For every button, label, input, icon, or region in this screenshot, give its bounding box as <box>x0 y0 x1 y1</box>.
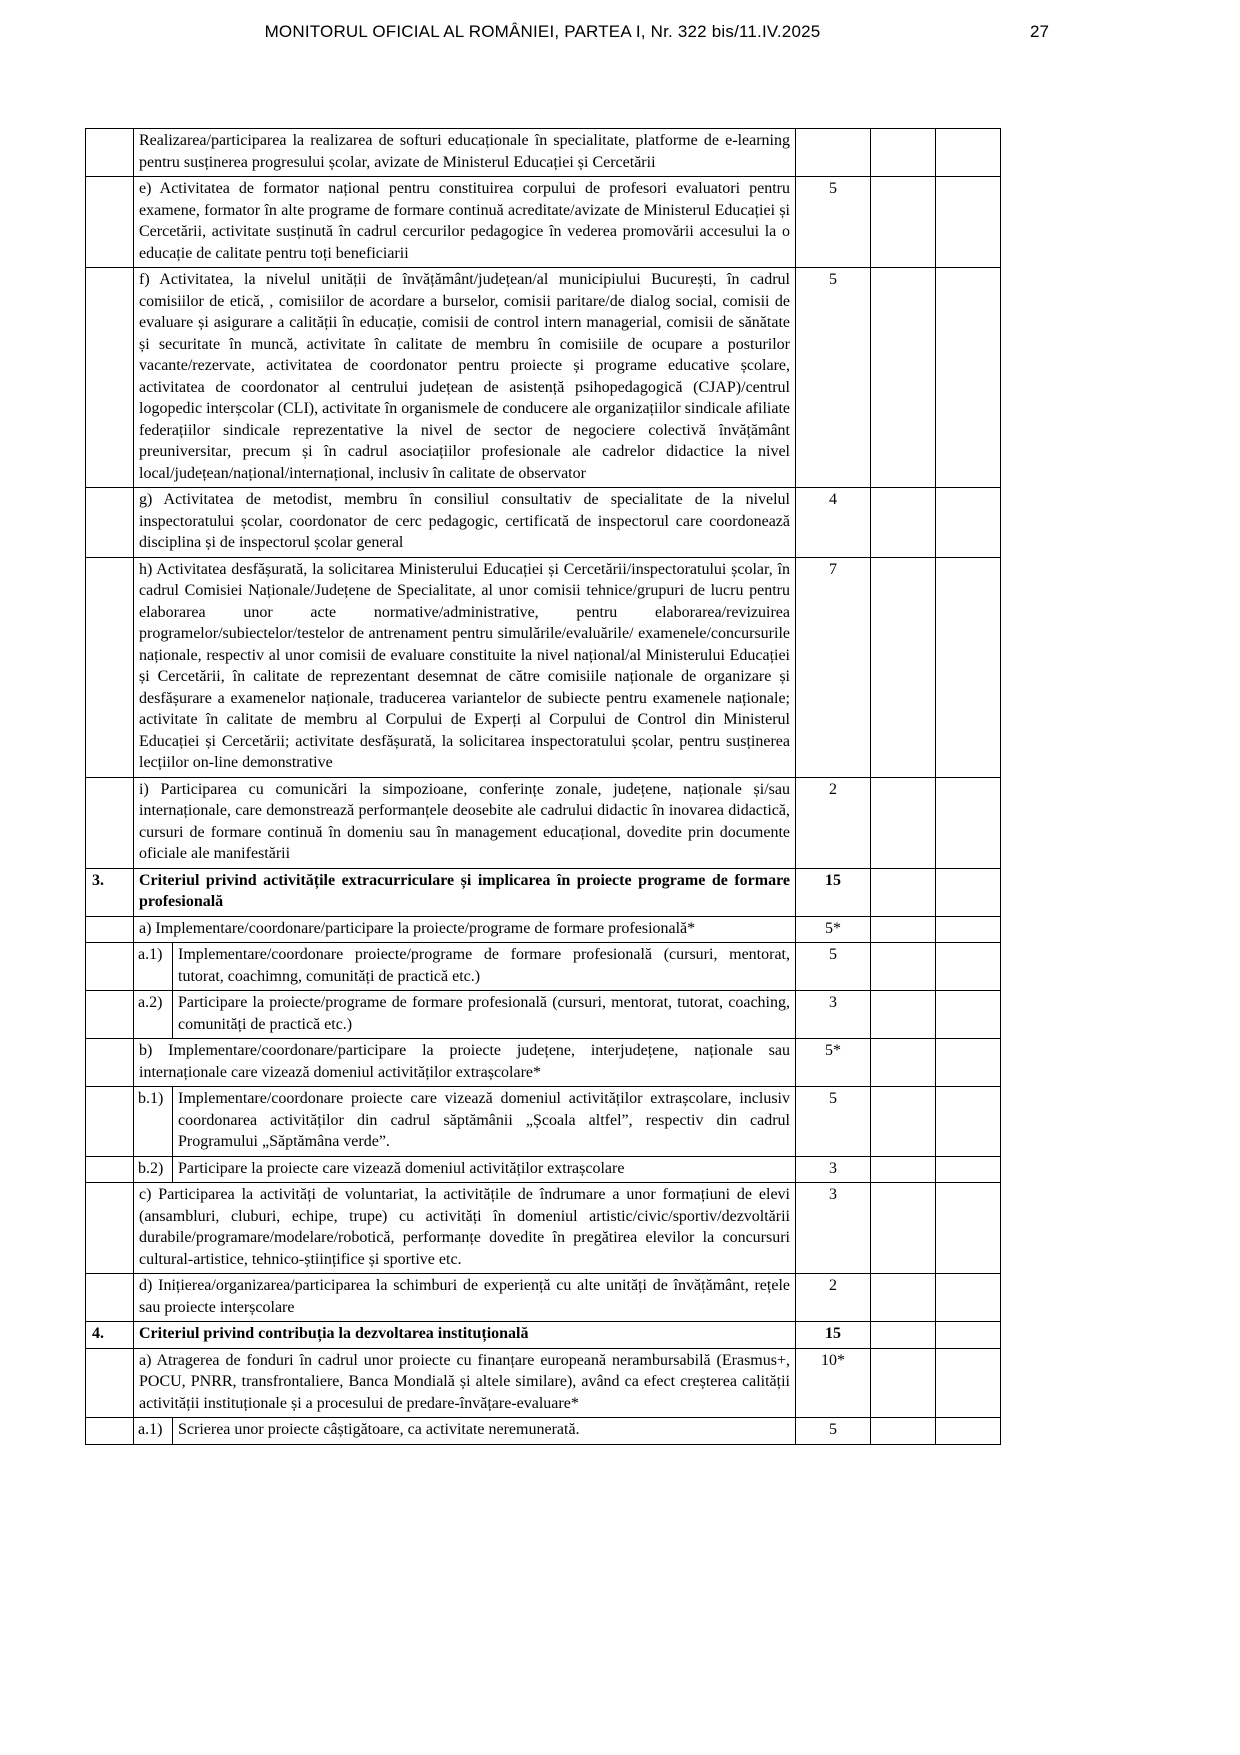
row-empty-cell <box>871 777 936 868</box>
row-points-cell: 5* <box>796 1039 871 1087</box>
row-number-cell <box>86 557 134 777</box>
row-text-cell: g) Activitatea de metodist, membru în consiliul consultativ de specialitate de la nivelul inspectoratului școlar, coordonator de cerc pedagogic, certificată de inspectorul care coordonează disciplina și de inspectorul școlar general <box>134 488 796 558</box>
row-empty-cell <box>871 129 936 177</box>
row-text-cell: Implementare/coordonare proiecte care vizează domeniul activităților extrașcolare, inclusiv coordonarea activităților din cadrul săptămânii „Școala altfel”, respectiv din cadrul Programului „Săptămâna verde”. <box>173 1087 796 1157</box>
row-points-cell: 15 <box>796 1322 871 1349</box>
row-empty-cell <box>871 488 936 558</box>
row-text-cell: Participare la proiecte/programe de formare profesională (cursuri, mentorat, tutorat, coaching, comunități de practică etc.) <box>173 991 796 1039</box>
row-empty-cell <box>936 1348 1001 1418</box>
row-sublabel-cell: a.1) <box>134 1418 173 1445</box>
table-row <box>86 1348 1001 1418</box>
row-empty-cell <box>871 268 936 488</box>
row-empty-cell <box>936 1274 1001 1322</box>
row-points-cell <box>796 129 871 177</box>
page-number: 27 <box>1030 22 1049 41</box>
row-empty-cell <box>871 916 936 943</box>
row-number-cell <box>86 1156 134 1183</box>
table-row <box>86 777 1001 868</box>
row-number-cell <box>86 1039 134 1087</box>
row-number-cell <box>86 1183 134 1274</box>
row-empty-cell <box>936 916 1001 943</box>
table-row <box>86 868 1001 916</box>
table-row <box>86 557 1001 777</box>
row-empty-cell <box>871 1183 936 1274</box>
row-number-cell: 3. <box>86 868 134 916</box>
row-sublabel-cell: a.2) <box>134 991 173 1039</box>
row-points-cell: 5 <box>796 1418 871 1445</box>
row-number-cell <box>86 777 134 868</box>
row-text-cell: c) Participarea la activități de voluntariat, la activitățile de îndrumare a unor formațiuni de elevi (ansambluri, cluburi, echipe, trupe) cu activități în domeniul artistic/civic/sportiv/dezvoltării durabile/programare/modelare/robotică, performanțe dovedite în pregătirea elevilor la concursuri cultural-artistice, tehnico-științifice și sportive etc. <box>134 1183 796 1274</box>
row-text-cell: Realizarea/participarea la realizarea de softuri educaționale în specialitate, platforme de e-learning pentru susținerea progresului școlar, avizate de Ministerul Educației și Cercetării <box>134 129 796 177</box>
row-empty-cell <box>936 268 1001 488</box>
row-text-cell: Participare la proiecte care vizează domeniul activităților extrașcolare <box>173 1156 796 1183</box>
row-points-cell: 5 <box>796 268 871 488</box>
row-empty-cell <box>871 557 936 777</box>
row-number-cell <box>86 916 134 943</box>
row-points-cell: 7 <box>796 557 871 777</box>
row-points-cell: 10* <box>796 1348 871 1418</box>
row-number-cell <box>86 1418 134 1445</box>
row-text-cell: Criteriul privind activitățile extracurriculare și implicarea în proiecte programe de formare profesională <box>134 868 796 916</box>
row-points-cell: 15 <box>796 868 871 916</box>
row-empty-cell <box>936 1418 1001 1445</box>
table-row <box>86 1183 1001 1274</box>
row-empty-cell <box>936 777 1001 868</box>
table-row <box>86 1274 1001 1322</box>
row-number-cell <box>86 1087 134 1157</box>
row-empty-cell <box>871 1418 936 1445</box>
row-sublabel-cell: a.1) <box>134 943 173 991</box>
criteria-table <box>85 128 1001 1445</box>
row-empty-cell <box>871 1274 936 1322</box>
table-row <box>86 1039 1001 1087</box>
row-text-cell: a) Implementare/coordonare/participare la proiecte/programe de formare profesională* <box>134 916 796 943</box>
row-points-cell: 3 <box>796 991 871 1039</box>
row-text-cell: d) Inițierea/organizarea/participarea la schimburi de experiență cu alte unități de învățământ, rețele sau proiecte interșcolare <box>134 1274 796 1322</box>
table-row <box>86 916 1001 943</box>
row-points-cell: 3 <box>796 1183 871 1274</box>
row-empty-cell <box>871 868 936 916</box>
row-text-cell: Implementare/coordonare proiecte/programe de formare profesională (cursuri, mentorat, tutorat, coachimng, comunități de practică etc.) <box>173 943 796 991</box>
row-text-cell: h) Activitatea desfășurată, la solicitarea Ministerului Educației și Cercetării/inspectoratului școlar, în cadrul Comisiei Naționale/Județene de Specialitate, al unor comisii tehnice/grupuri de lucru pentru elaborarea unor acte normative/administrative, pentru elaborarea/revizuirea programelor/subiectelor/testelor de antrenament pentru simulările/evaluările/ examenele/concursurile naționale, respectiv al unor comisii de evaluare constituite la nivel național/al Ministerului Educației și Cercetării, în calitate de reprezentant desemnat de către comisiile naționale de organizare și desfășurare a examenelor naționale, traducerea variantelor de subiecte pentru examenele naționale; activitate în calitate de membru al Corpului de Experți al Corpului de Control din Ministerul Educației și Cercetării; activitate desfășurată, la solicitarea inspectoratului școlar, pentru susținerea lecțiilor on-line demonstrative <box>134 557 796 777</box>
row-empty-cell <box>936 488 1001 558</box>
row-points-cell: 3 <box>796 1156 871 1183</box>
row-empty-cell <box>936 991 1001 1039</box>
row-empty-cell <box>871 1156 936 1183</box>
row-number-cell <box>86 943 134 991</box>
row-empty-cell <box>871 1322 936 1349</box>
table-row <box>86 129 1001 177</box>
row-text-cell: e) Activitatea de formator național pentru constituirea corpului de profesori evaluatori pentru examene, formator în alte programe de formare continuă acreditate/avizate de Ministerul Educației și Cercetării, activitate susținută în cadrul cercurilor pedagogice în vederea promovării accesului la o educație de calitate pentru toți beneficiarii <box>134 177 796 268</box>
row-points-cell: 4 <box>796 488 871 558</box>
row-sublabel-cell: b.1) <box>134 1087 173 1157</box>
table-row <box>86 943 1001 991</box>
table-row <box>86 268 1001 488</box>
row-empty-cell <box>871 1039 936 1087</box>
row-sublabel-cell: b.2) <box>134 1156 173 1183</box>
row-number-cell <box>86 177 134 268</box>
row-empty-cell <box>871 943 936 991</box>
row-number-cell <box>86 991 134 1039</box>
row-empty-cell <box>871 991 936 1039</box>
row-number-cell <box>86 268 134 488</box>
row-empty-cell <box>936 1087 1001 1157</box>
row-empty-cell <box>936 177 1001 268</box>
page-header-title: MONITORUL OFICIAL AL ROMÂNIEI, PARTEA I, Nr. 322 bis/11.IV.2025 <box>264 22 821 41</box>
row-points-cell: 5* <box>796 916 871 943</box>
table-row <box>86 1322 1001 1349</box>
row-text-cell: i) Participarea cu comunicări la simpozioane, conferințe zonale, județene, naționale și/sau internaționale, care demonstrează performanțele deosebite ale cadrului didactic în inovarea didactică, cursuri de formare continuă în domeniu sau în management educațional, dovedite prin documente oficiale ale manifestării <box>134 777 796 868</box>
row-points-cell: 5 <box>796 943 871 991</box>
table-row <box>86 1156 1001 1183</box>
row-text-cell: f) Activitatea, la nivelul unității de învățământ/județean/al municipiului București, în cadrul comisiilor de etică, , comisiilor de acordare a burselor, comisii paritare/de dialog social, comisii de evaluare și asigurare a calității în educație, comisii de control intern managerial, comisii de sănătate și securitate în muncă, activitate în calitate de membru în comisiile de ocupare a posturilor vacante/rezervate, activitatea de coordonator pentru proiecte și programe educative școlare, activitatea de coordonator al centrului județean de asistență psihopedagogică (CJAP)/centrul logopedic interșcolar (CLI), activitate în organismele de conducere ale organizațiilor sindicale afiliate federațiilor sindicale reprezentative la nivel de sector de negociere colectivă învățământ preuniversitar, precum și în cadrul asociațiilor profesionale ale cadrelor didactice la nivel local/județean/național/internațional, inclusiv în calitate de observator <box>134 268 796 488</box>
row-empty-cell <box>936 1322 1001 1349</box>
row-empty-cell <box>936 868 1001 916</box>
row-text-cell: Scrierea unor proiecte câștigătoare, ca activitate neremunerată. <box>173 1418 796 1445</box>
row-number-cell <box>86 488 134 558</box>
row-points-cell: 2 <box>796 777 871 868</box>
row-text-cell: a) Atragerea de fonduri în cadrul unor proiecte cu finanțare europeană nerambursabilă (Erasmus+, POCU, PNRR, transfrontaliere, Banca Mondială și altele similare), având ca efect creșterea calității activității instituționale și a procesului de predare-învățare-evaluare* <box>134 1348 796 1418</box>
row-number-cell: 4. <box>86 1322 134 1349</box>
criteria-table-body <box>86 129 1001 1445</box>
table-row <box>86 1087 1001 1157</box>
row-empty-cell <box>871 1348 936 1418</box>
row-number-cell <box>86 1274 134 1322</box>
row-empty-cell <box>871 1087 936 1157</box>
table-row <box>86 177 1001 268</box>
row-number-cell <box>86 129 134 177</box>
row-points-cell: 2 <box>796 1274 871 1322</box>
row-empty-cell <box>871 177 936 268</box>
table-row <box>86 488 1001 558</box>
row-empty-cell <box>936 129 1001 177</box>
row-empty-cell <box>936 1039 1001 1087</box>
row-empty-cell <box>936 943 1001 991</box>
table-row <box>86 991 1001 1039</box>
row-text-cell: Criteriul privind contribuția la dezvoltarea instituțională <box>134 1322 796 1349</box>
row-text-cell: b) Implementare/coordonare/participare la proiecte județene, interjudețene, naționale sau internaționale care vizează domeniul activităților extrașcolare* <box>134 1039 796 1087</box>
row-points-cell: 5 <box>796 177 871 268</box>
table-row <box>86 1418 1001 1445</box>
row-number-cell <box>86 1348 134 1418</box>
row-empty-cell <box>936 1183 1001 1274</box>
row-points-cell: 5 <box>796 1087 871 1157</box>
row-empty-cell <box>936 557 1001 777</box>
row-empty-cell <box>936 1156 1001 1183</box>
